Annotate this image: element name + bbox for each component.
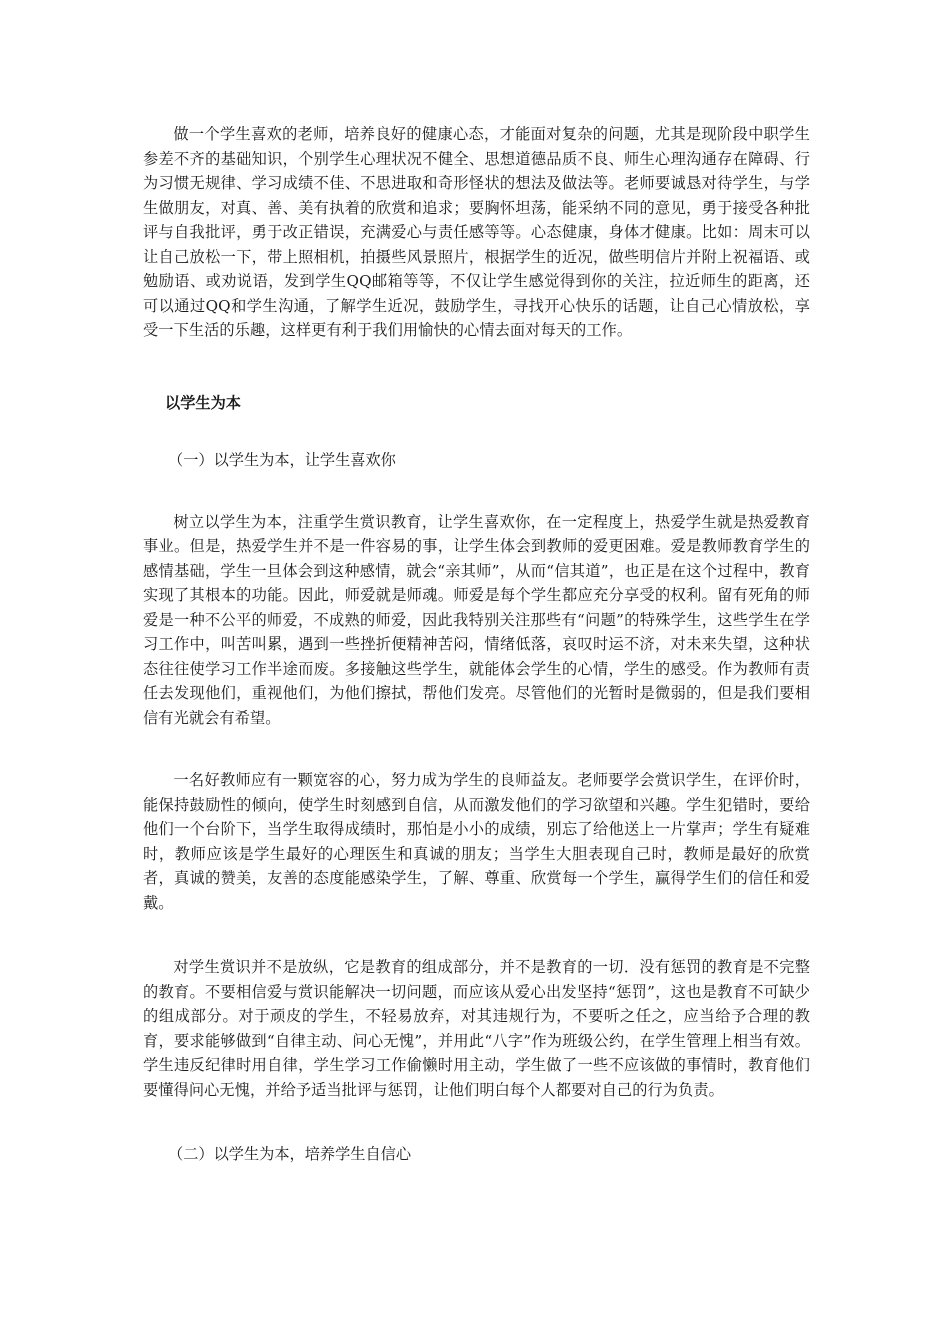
- spacer: [143, 415, 810, 448]
- document-page: [143, 122, 810, 1167]
- paragraph-discipline: 对学生赏识并不是放纵，它是教育的组成部分，并不是教育的一切．没有惩罚的教育是不完整的教育。不要相信爱与赏识能解决一切问题，而应该从爱心出发坚持“惩罚”，这也是教育不可缺少的组成部分。对于顽皮的学生，不轻易放弃，对其违规行为，不要听之任之，应当给予合理的教育，要求能够做到“自律主动、问心无愧”，并用此“八字”作为班级公约，在学生管理上相当有效。学生违反纪律时用自律，学生学习工作偷懒时用主动，学生做了一些不应该做的事情时，教育他们要懂得问心无愧，并给予适当批评与惩罚，让他们明白每个人都要对自己的行为负责。: [143, 958, 810, 1099]
- spacer: [143, 915, 810, 955]
- paragraph-tolerance: 一名好教师应有一颗宽容的心，努力成为学生的良师益友。老师要学会赏识学生，在评价时，能保持鼓励性的倾向，使学生时刻感到自信，从而激发他们的学习欲望和兴趣。学生犯错时，要给他们一个台阶下，当学生取得成绩时，那怕是小小的成绩，别忘了给他送上一片掌声；学生有疑难时，教师应该是学生最好的心理医生和真诚的朋友；当学生大胆表现自己时，教师是最好的欣赏者，真诚的赞美，友善的态度能感染学生，了解、尊重、欣赏每一个学生，赢得学生们的信任和爱戴。: [143, 771, 810, 912]
- spacer: [143, 730, 810, 768]
- paragraph-teacher-love: 树立以学生为本，注重学生赏识教育，让学生喜欢你，在一定程度上，热爱学生就是热爱教育事业。但是，热爱学生并不是一件容易的事，让学生体会到教师的爱更困难。爱是教师教育学生的感情基础，学生一旦体会到这种感情，就会“亲其师”，从而“信其道”，也正是在这个过程中，教育实现了其根本的功能。因此，师爱就是师魂。师爱是每个学生都应充分享受的权利。留有死角的师爱是一种不公平的师爱，不成熟的师爱，因此我特别关注那些有“问题”的特殊学生，这些学生在学习工作中，叫苦叫累，遇到一些挫折便精神苦闷，情绪低落，哀叹时运不济，对未来失望，这种状态往往使学习工作半途而废。多接触这些学生，就能体会学生的心情，学生的感受。作为教师有责任去发现他们，重视他们，为他们擦拭，帮他们发亮。尽管他们的光暂时是微弱的，但是我们要相信有光就会有希望。: [143, 512, 810, 727]
- paragraph-healthy-mindset: 做一个学生喜欢的老师，培养良好的健康心态，才能面对复杂的问题，尤其是现阶段中职学生参差不齐的基础知识，个别学生心理状况不健全、思想道德品质不良、师生心理沟通存在障碍、行为习惯无规律、学习成绩不佳、不思进取和奇形怪状的想法及做法等。老师要诚恳对待学生，与学生做朋友，对真、善、美有执着的欣赏和追求；要胸怀坦荡，能采纳不同的意见，勇于接受各种批评与自我批评，勇于改正错误，充满爱心与责任感等等。心态健康，身体才健康。比如：周末可以让自己放松一下，带上照相机，拍摄些风景照片，根据学生的近况，做些明信片并附上祝福语、或勉励语、或劝说语，发到学生QQ邮箱等等，不仅让学生感觉得到你的关注，拉近师生的距离，还可以通过QQ和学生沟通，了解学生近况，鼓励学生，寻找开心快乐的话题，让自己心情放松，享受一下生活的乐趣，这样更有利于我们用愉快的心情去面对每天的工作。: [143, 125, 810, 339]
- subsection-heading-1: （一）以学生为本，让学生喜欢你: [168, 451, 396, 469]
- spacer: [143, 1102, 810, 1142]
- section-heading: 以学生为本: [165, 393, 241, 412]
- spacer: [143, 473, 810, 510]
- subsection-heading-2: （二）以学生为本，培养学生自信心: [168, 1145, 411, 1163]
- spacer: [143, 343, 810, 391]
